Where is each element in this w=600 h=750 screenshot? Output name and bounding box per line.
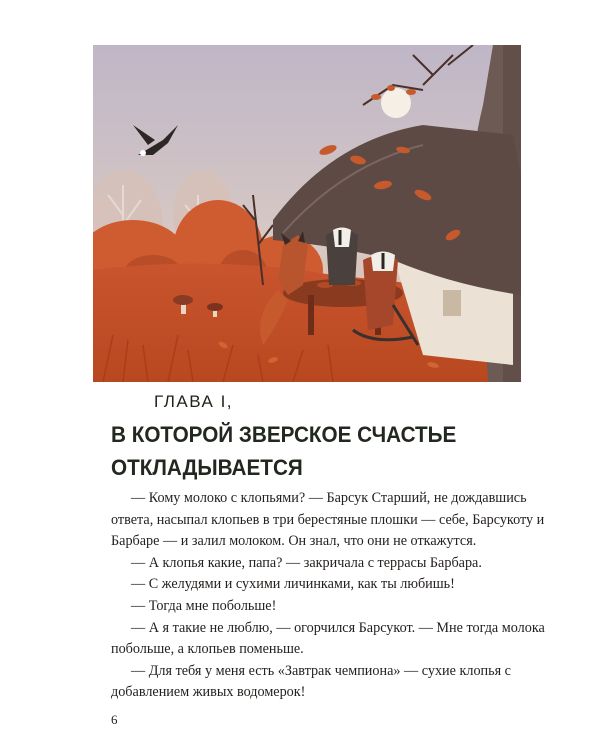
chapter-body (111, 488, 551, 704)
chapter-title-line-1: В КОТОРОЙ ЗВЕРСКОЕ СЧАСТЬЕ (111, 422, 457, 447)
chapter-title (111, 418, 497, 484)
paragraph: — Для тебя у меня есть «Завтрак чемпиона» — сухие клопья с добавлением живых водомерок! (111, 662, 511, 701)
page-number: 6 (111, 712, 118, 727)
chapter-illustration (93, 45, 521, 382)
paragraph: — А клопья какие, папа? — закричала с террасы Барбара. (131, 554, 482, 571)
chapter-title-line-2: ОТКЛАДЫВАЕТСЯ (111, 455, 303, 480)
paragraph: — А я такие не люблю, — огорчился Барсукот. — Мне тогда молока побольше, а клопьев поменьше. (111, 619, 545, 658)
forest-breakfast-scene (93, 45, 521, 382)
paragraph: — С желудями и сухими личинками, как ты любишь! (131, 576, 455, 593)
paragraph: — Тогда мне побольше! (131, 597, 277, 614)
paragraph: — Кому молоко с клопьями? — Барсук Старший, не дождавшись ответа, насыпал клопьев в три берестяные плошки — себе, Барсукоту и Барбаре — и залил молоком. Он знал, что они не откажутся. (111, 490, 545, 550)
chapter-label: ГЛАВА I, (154, 392, 234, 411)
